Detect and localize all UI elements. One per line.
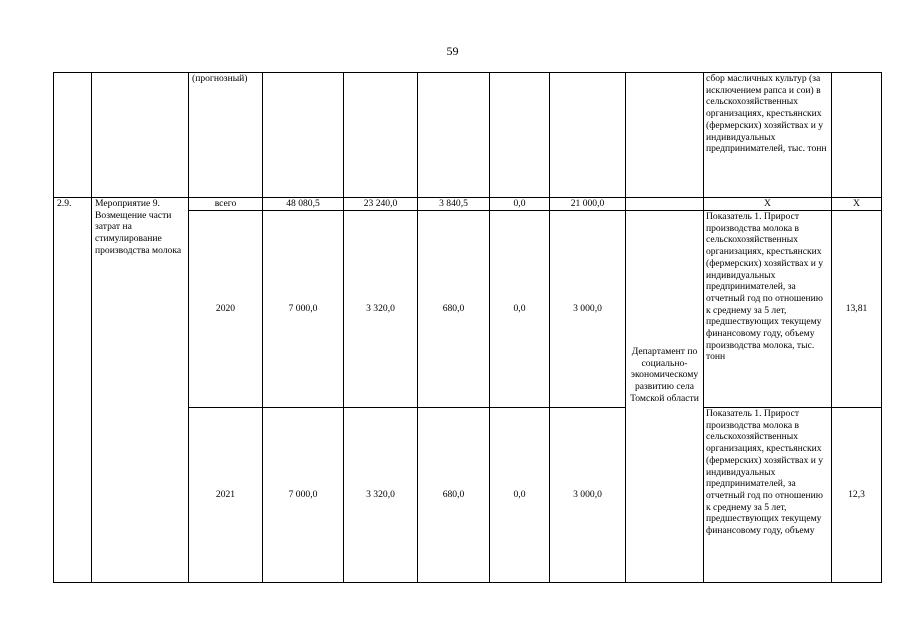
table-row xyxy=(54,73,882,198)
regional-cell: 680,0 xyxy=(418,408,490,583)
page-number: 59 xyxy=(446,44,459,58)
extra-budget-cell: 3 000,0 xyxy=(550,408,626,583)
regional-cell: 3 840,5 xyxy=(418,198,490,211)
value-cell: 12,3 xyxy=(832,408,882,583)
local-cell: 0,0 xyxy=(490,211,550,408)
value-cell: Х xyxy=(832,198,882,211)
total-cell: 48 080,5 xyxy=(263,198,344,211)
extra-budget-cell: 3 000,0 xyxy=(550,211,626,408)
period-cell: всего xyxy=(189,198,263,211)
federal-cell: 3 320,0 xyxy=(344,408,418,583)
indicator-cell: сбор масличных культур (за исключением рапса и сои) в сельскохозяйственных организациях, крестьянских (фермерских) хозяйствах и у индивидуальных предпринимателей, тыс. тонн xyxy=(704,73,832,198)
measures-table xyxy=(53,72,882,583)
measure-number-cell: 2.9. xyxy=(54,198,92,583)
table-row xyxy=(54,198,882,211)
table-cell xyxy=(626,73,704,198)
table-cell xyxy=(54,73,92,198)
value-cell: 13,81 xyxy=(832,211,882,408)
indicator-cell: Показатель 1. Прирост производства молока в сельскохозяйственных организациях, крестьянских (фермерских) хозяйствах и у индивидуальных предпринимателей, за отчетный год по отношению к среднему за 5 лет, предшествующих текущему финансовому году, объему производства молока, тыс. тонн xyxy=(704,211,832,408)
federal-cell: 3 320,0 xyxy=(344,211,418,408)
table-cell xyxy=(92,73,189,198)
period-cell: 2021 xyxy=(189,408,263,583)
table-cell xyxy=(626,198,704,211)
indicator-cell: Показатель 1. Прирост производства молока в сельскохозяйственных организациях, крестьянских (фермерских) хозяйствах и у индивидуальных предпринимателей, за отчетный год по отношению к среднему за 5 лет, предшествующих текущему финансовому году, объему xyxy=(704,408,832,583)
indicator-cell: Х xyxy=(704,198,832,211)
table-cell xyxy=(418,73,490,198)
federal-cell: 23 240,0 xyxy=(344,198,418,211)
table-cell xyxy=(490,73,550,198)
extra-budget-cell: 21 000,0 xyxy=(550,198,626,211)
local-cell: 0,0 xyxy=(490,198,550,211)
table-cell xyxy=(832,73,882,198)
period-cell: (прогнозный) xyxy=(189,73,263,198)
executor-cell: Департамент по социально-экономическому развитию села Томской области xyxy=(626,211,704,583)
period-cell: 2020 xyxy=(189,211,263,408)
table-cell xyxy=(344,73,418,198)
total-cell: 7 000,0 xyxy=(263,408,344,583)
local-cell: 0,0 xyxy=(490,408,550,583)
table-cell xyxy=(550,73,626,198)
measure-name-cell: Мероприятие 9. Возмещение части затрат на стимулирование производства молока xyxy=(92,198,189,583)
regional-cell: 680,0 xyxy=(418,211,490,408)
total-cell: 7 000,0 xyxy=(263,211,344,408)
table-cell xyxy=(263,73,344,198)
